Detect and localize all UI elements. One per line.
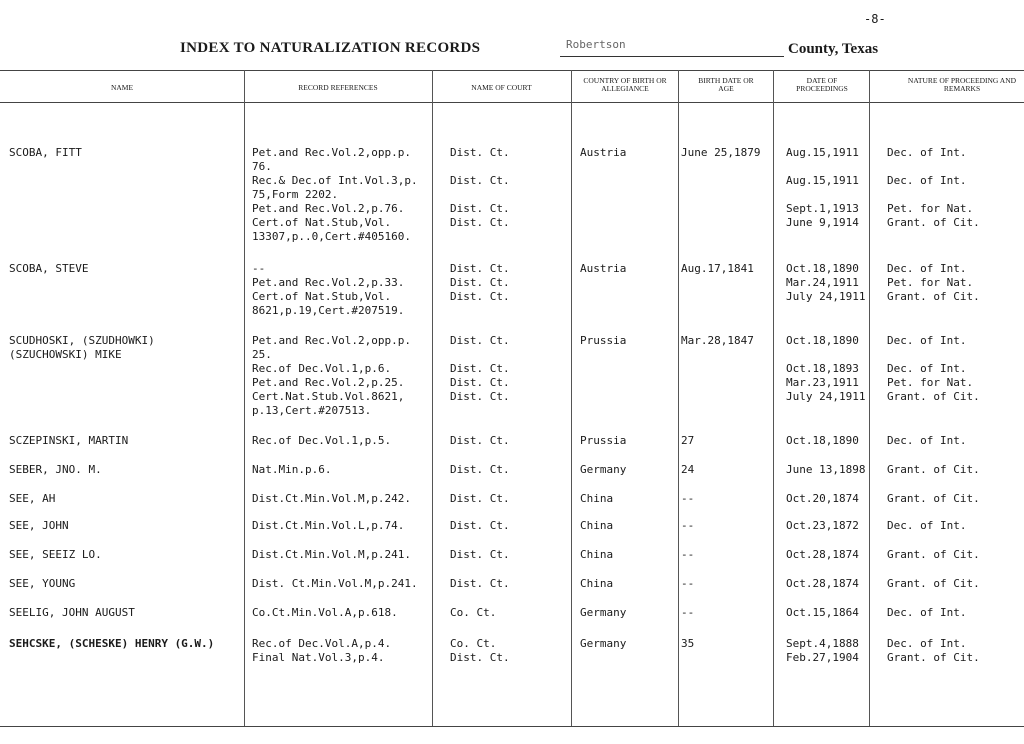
column-divider <box>869 70 870 726</box>
record-reference: Co.Ct.Min.Vol.A,p.618. <box>252 606 398 619</box>
birth-date: -- <box>681 548 695 561</box>
country-of-birth: China <box>580 577 614 590</box>
record-reference: Cert.Nat.Stub.Vol.8621, <box>252 390 405 403</box>
column-header-date: DATE OF PROCEEDINGS <box>796 76 848 93</box>
proceeding-nature: Dec. of Int. <box>887 606 967 619</box>
county-name: Robertson <box>566 38 626 51</box>
proceeding-date: Oct.18,1890 <box>786 434 859 447</box>
birth-date: -- <box>681 606 695 619</box>
proceeding-nature: Dec. of Int. <box>887 262 967 275</box>
proceeding-date: Aug.15,1911 <box>786 146 859 159</box>
county-label: County, Texas <box>788 41 879 57</box>
applicant-name: SEE, AH <box>9 492 56 505</box>
column-header-birth: BIRTH DATE OR AGE <box>698 76 754 93</box>
court-name: Dist. Ct. <box>450 434 510 447</box>
court-name: Co. Ct. <box>450 606 497 619</box>
column-divider <box>432 70 433 726</box>
country-of-birth: Austria <box>580 262 627 275</box>
birth-date: -- <box>681 519 695 532</box>
proceeding-date: Oct.18,1890 <box>786 262 859 275</box>
record-reference: 25. <box>252 348 272 361</box>
court-name: Dist. Ct. <box>450 519 510 532</box>
proceeding-nature: Grant. of Cit. <box>887 548 980 561</box>
country-of-birth: China <box>580 548 614 561</box>
applicant-name: SCOBA, FITT <box>9 146 82 159</box>
applicant-name: SEE, SEEIZ LO. <box>9 548 102 561</box>
proceeding-nature: Dec. of Int. <box>887 146 967 159</box>
proceeding-date: Oct.18,1890 <box>786 334 859 347</box>
proceeding-nature: Grant. of Cit. <box>887 651 980 664</box>
court-name: Dist. Ct. <box>450 262 510 275</box>
birth-date: -- <box>681 492 695 505</box>
proceeding-date: June 9,1914 <box>786 216 859 229</box>
record-reference: Pet.and Rec.Vol.2,p.25. <box>252 376 405 389</box>
court-name: Dist. Ct. <box>450 548 510 561</box>
applicant-name: SEE, YOUNG <box>9 577 76 590</box>
proceeding-nature: Grant. of Cit. <box>887 577 980 590</box>
court-name: Dist. Ct. <box>450 362 510 375</box>
proceeding-nature: Pet. for Nat. <box>887 376 974 389</box>
record-reference: Dist.Ct.Min.Vol.L,p.74. <box>252 519 405 532</box>
page-number: -8- <box>864 12 886 26</box>
court-name: Dist. Ct. <box>450 463 510 476</box>
header-bottom-rule <box>0 102 1024 103</box>
applicant-name: SCOBA, STEVE <box>9 262 89 275</box>
proceeding-nature: Pet. for Nat. <box>887 202 974 215</box>
record-reference: Pet.and Rec.Vol.2,p.76. <box>252 202 405 215</box>
birth-date: -- <box>681 577 695 590</box>
record-reference: 8621,p.19,Cert.#207519. <box>252 304 405 317</box>
proceeding-date: Mar.24,1911 <box>786 276 859 289</box>
proceeding-date: Oct.18,1893 <box>786 362 859 375</box>
record-reference: p.13,Cert.#207513. <box>252 404 372 417</box>
column-divider <box>678 70 679 726</box>
record-reference: Rec.of Dec.Vol.1,p.5. <box>252 434 392 447</box>
column-divider <box>244 70 245 726</box>
page-title: INDEX TO NATURALIZATION RECORDS <box>180 40 481 56</box>
applicant-name: SEELIG, JOHN AUGUST <box>9 606 135 619</box>
proceeding-date: Sept.4,1888 <box>786 637 859 650</box>
proceeding-nature: Grant. of Cit. <box>887 390 980 403</box>
proceeding-nature: Dec. of Int. <box>887 174 967 187</box>
applicant-name: SCUDHOSKI, (SZUDHOWKI) <box>9 334 155 347</box>
proceeding-nature: Grant. of Cit. <box>887 290 980 303</box>
court-name: Dist. Ct. <box>450 651 510 664</box>
country-of-birth: Austria <box>580 146 627 159</box>
column-header-nature: NATURE OF PROCEEDING AND REMARKS <box>907 76 1017 93</box>
proceeding-nature: Grant. of Cit. <box>887 492 980 505</box>
court-name: Dist. Ct. <box>450 216 510 229</box>
record-reference: 75,Form 2202. <box>252 188 339 201</box>
court-name: Dist. Ct. <box>450 492 510 505</box>
record-reference: Pet.and Rec.Vol.2,opp.p. <box>252 146 411 159</box>
proceeding-date: Oct.28,1874 <box>786 577 859 590</box>
birth-date: June 25,1879 <box>681 146 761 159</box>
proceeding-date: Oct.15,1864 <box>786 606 859 619</box>
proceeding-nature: Dec. of Int. <box>887 334 967 347</box>
record-reference: 13307,p..0,Cert.#405160. <box>252 230 411 243</box>
applicant-name-alt: (SZUCHOWSKI) MIKE <box>9 348 122 361</box>
applicant-name: SEHCSKE, (SCHESKE) HENRY (G.W.) <box>9 637 215 650</box>
court-name: Dist. Ct. <box>450 390 510 403</box>
record-reference: Dist. Ct.Min.Vol.M,p.241. <box>252 577 418 590</box>
proceeding-date: Oct.28,1874 <box>786 548 859 561</box>
country-of-birth: Prussia <box>580 434 627 447</box>
court-name: Dist. Ct. <box>450 376 510 389</box>
footer-rule <box>0 726 1024 727</box>
court-name: Dist. Ct. <box>450 577 510 590</box>
court-name: Dist. Ct. <box>450 290 510 303</box>
proceeding-nature: Dec. of Int. <box>887 434 967 447</box>
record-reference: Rec.of Dec.Vol.1,p.6. <box>252 362 392 375</box>
court-name: Co. Ct. <box>450 637 497 650</box>
court-name: Dist. Ct. <box>450 334 510 347</box>
birth-date: Mar.28,1847 <box>681 334 754 347</box>
applicant-name: SCZEPINSKI, MARTIN <box>9 434 129 447</box>
birth-date: 24 <box>681 463 695 476</box>
country-of-birth: Germany <box>580 637 627 650</box>
birth-date: 27 <box>681 434 695 447</box>
record-reference: Pet.and Rec.Vol.2,opp.p. <box>252 334 411 347</box>
column-header-country: COUNTRY OF BIRTH OR ALLEGIANCE <box>583 76 667 93</box>
country-of-birth: Germany <box>580 606 627 619</box>
proceeding-date: Aug.15,1911 <box>786 174 859 187</box>
proceeding-date: Oct.23,1872 <box>786 519 859 532</box>
proceeding-date: July 24,1911 <box>786 390 866 403</box>
court-name: Dist. Ct. <box>450 276 510 289</box>
proceeding-date: July 24,1911 <box>786 290 866 303</box>
record-reference: Dist.Ct.Min.Vol.M,p.242. <box>252 492 411 505</box>
record-reference: Pet.and Rec.Vol.2,p.33. <box>252 276 405 289</box>
record-reference: Nat.Min.p.6. <box>252 463 332 476</box>
proceeding-nature: Dec. of Int. <box>887 519 967 532</box>
column-divider <box>571 70 572 726</box>
record-reference: Rec.of Dec.Vol.A,p.4. <box>252 637 392 650</box>
proceeding-date: Sept.1,1913 <box>786 202 859 215</box>
record-reference: Cert.of Nat.Stub,Vol. <box>252 290 392 303</box>
country-of-birth: China <box>580 519 614 532</box>
column-header-record: RECORD REFERENCES <box>298 83 378 92</box>
record-reference: -- <box>252 262 266 275</box>
court-name: Dist. Ct. <box>450 174 510 187</box>
proceeding-date: June 13,1898 <box>786 463 866 476</box>
proceeding-nature: Pet. for Nat. <box>887 276 974 289</box>
applicant-name: SEBER, JNO. M. <box>9 463 102 476</box>
birth-date: 35 <box>681 637 695 650</box>
record-reference: Rec.& Dec.of Int.Vol.3,p. <box>252 174 418 187</box>
applicant-name: SEE, JOHN <box>9 519 69 532</box>
record-reference: Cert.of Nat.Stub,Vol. <box>252 216 392 229</box>
record-reference: Dist.Ct.Min.Vol.M,p.241. <box>252 548 411 561</box>
proceeding-date: Mar.23,1911 <box>786 376 859 389</box>
column-divider <box>773 70 774 726</box>
proceeding-nature: Dec. of Int. <box>887 362 967 375</box>
record-reference: 76. <box>252 160 272 173</box>
proceeding-nature: Grant. of Cit. <box>887 216 980 229</box>
proceeding-nature: Dec. of Int. <box>887 637 967 650</box>
proceeding-date: Oct.20,1874 <box>786 492 859 505</box>
country-of-birth: Prussia <box>580 334 627 347</box>
proceeding-date: Feb.27,1904 <box>786 651 859 664</box>
column-header-court: NAME OF COURT <box>471 83 532 92</box>
proceeding-nature: Grant. of Cit. <box>887 463 980 476</box>
birth-date: Aug.17,1841 <box>681 262 754 275</box>
court-name: Dist. Ct. <box>450 202 510 215</box>
column-header-name: NAME <box>110 83 134 92</box>
country-of-birth: Germany <box>580 463 627 476</box>
header-top-rule <box>0 70 1024 71</box>
country-of-birth: China <box>580 492 614 505</box>
court-name: Dist. Ct. <box>450 146 510 159</box>
record-reference: Final Nat.Vol.3,p.4. <box>252 651 385 664</box>
